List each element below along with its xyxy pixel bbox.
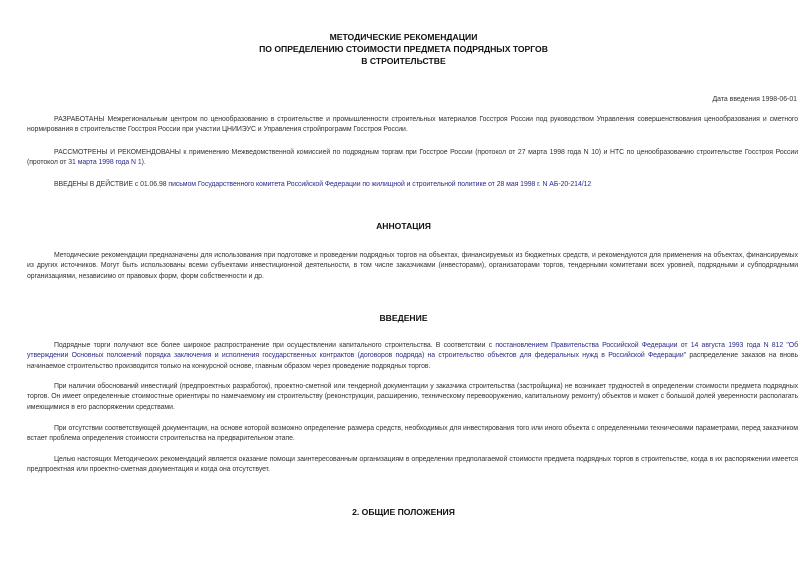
intro-paragraph-3: При отсутствии соответствующей документации, на основе которой возможно определение размера средств, необходимых для инвестирования того или иного объекта с определенными техническими параметрами, перед заказчиком встает проблема определения стоимости строительства на предварительном этапе.: [27, 425, 798, 443]
decree-link[interactable]: постановлением Правительства Российской Федерации от 14 августа 1993 года N 812 "Об утверждении Основных положений порядка заключения и исполнения государственных контрактов (договоров подряда) на строительство объектов для федеральных нужд в Российской Федерации": [27, 342, 798, 360]
intro-paragraph-4: Целью настоящих Методических рекомендаций является оказание помощи заинтересованным организациям в определении предполагаемой стоимости предмета подрядных торгов в строительстве, когда в их распоряжении имеется предпроектная или проектно-сметная документация и когда она отсутствует.: [27, 456, 798, 474]
intro-heading: ВВЕДЕНИЕ: [379, 313, 428, 323]
enacted-paragraph: [27, 180, 798, 190]
letter-link[interactable]: письмом Государственного комитета Российской Федерации по жилищной и строительной политике от 28 мая 1998 г. N АБ-20-214/12: [168, 181, 592, 188]
protocol-link[interactable]: 31 марта 1998 года N 1: [68, 159, 142, 167]
document-title-line-1: МЕТОДИЧЕСКИЕ РЕКОМЕНДАЦИИ: [329, 32, 478, 42]
intro-p1-text: Подрядные торги получают все более широкое распространение при осуществлении капитального строительства. В соответствии с: [54, 342, 496, 349]
reviewed-text: РАССМОТРЕНЫ И РЕКОМЕНДОВАНЫ к применению Межведомственной комиссией по подрядным торгам при Госстрое России (протокол от 27 марта 1998 года N 10) и НТС по ценообразованию строительстве Госстроя России (протокол от: [27, 149, 798, 167]
document-title-line-3: В СТРОИТЕЛЬСТВЕ: [361, 56, 446, 66]
developed-paragraph: РАЗРАБОТАНЫ Межрегиональным центром по ценообразованию в строительстве и промышленности строительных материалов Госстроя России под руководством Управления совершенствования ценообразования и сметного нормирования в строительстве Госстроя России при участии ЦНИИЭУС и Управления стройпрограмм Госстроя России.: [27, 116, 798, 134]
section-2-heading: 2. ОБЩИЕ ПОЛОЖЕНИЯ: [352, 507, 455, 517]
intro-p1-text-end: распределение заказов на вновь начинаемое строительство производится только на конкурсной основе, главным образом через проведение подрядных торгов.: [27, 352, 798, 370]
reviewed-text-end: ).: [141, 159, 146, 167]
reviewed-paragraph: [27, 148, 798, 169]
annotation-paragraph: Методические рекомендации предназначены для использования при подготовке и проведении подрядных торгов на объектах, финансируемых из бюджетных средств, и рекомендуются для применения на объектах, финансируемых из других источников. Могут быть использованы всеми субъектами инвестиционной деятельности, в том числе заказчиками (инвесторами), организаторами торгов, тендерными комитетами всех уровней, подрядными и субподрядными организациями, независимо от правовых форм, форм собственности и др.: [27, 252, 798, 280]
effective-date: Дата введения 1998-06-01: [712, 96, 797, 103]
intro-paragraph-2: При наличии обоснований инвестиций (предпроектных разработок), проектно-сметной или тендерной документации у заказчика строительства (застройщика) не возникает трудностей в определении стоимости предмета подрядных торгов. Он имеет определенные стоимостные ориентиры по намечаемому им строительству (реконструкции, расширению, техническому перевооружению, капитальному ремонту) объектов и может с большой долей уверенности располагать имеющимися в его распоряжении средствами.: [27, 383, 798, 411]
annotation-heading: АННОТАЦИЯ: [376, 221, 431, 231]
enacted-text: ВВЕДЕНЫ В ДЕЙСТВИЕ с 01.06.98: [54, 181, 169, 188]
intro-paragraph-1: [27, 341, 798, 372]
document-title-line-2: ПО ОПРЕДЕЛЕНИЮ СТОИМОСТИ ПРЕДМЕТА ПОДРЯДНЫХ ТОРГОВ: [259, 44, 548, 54]
